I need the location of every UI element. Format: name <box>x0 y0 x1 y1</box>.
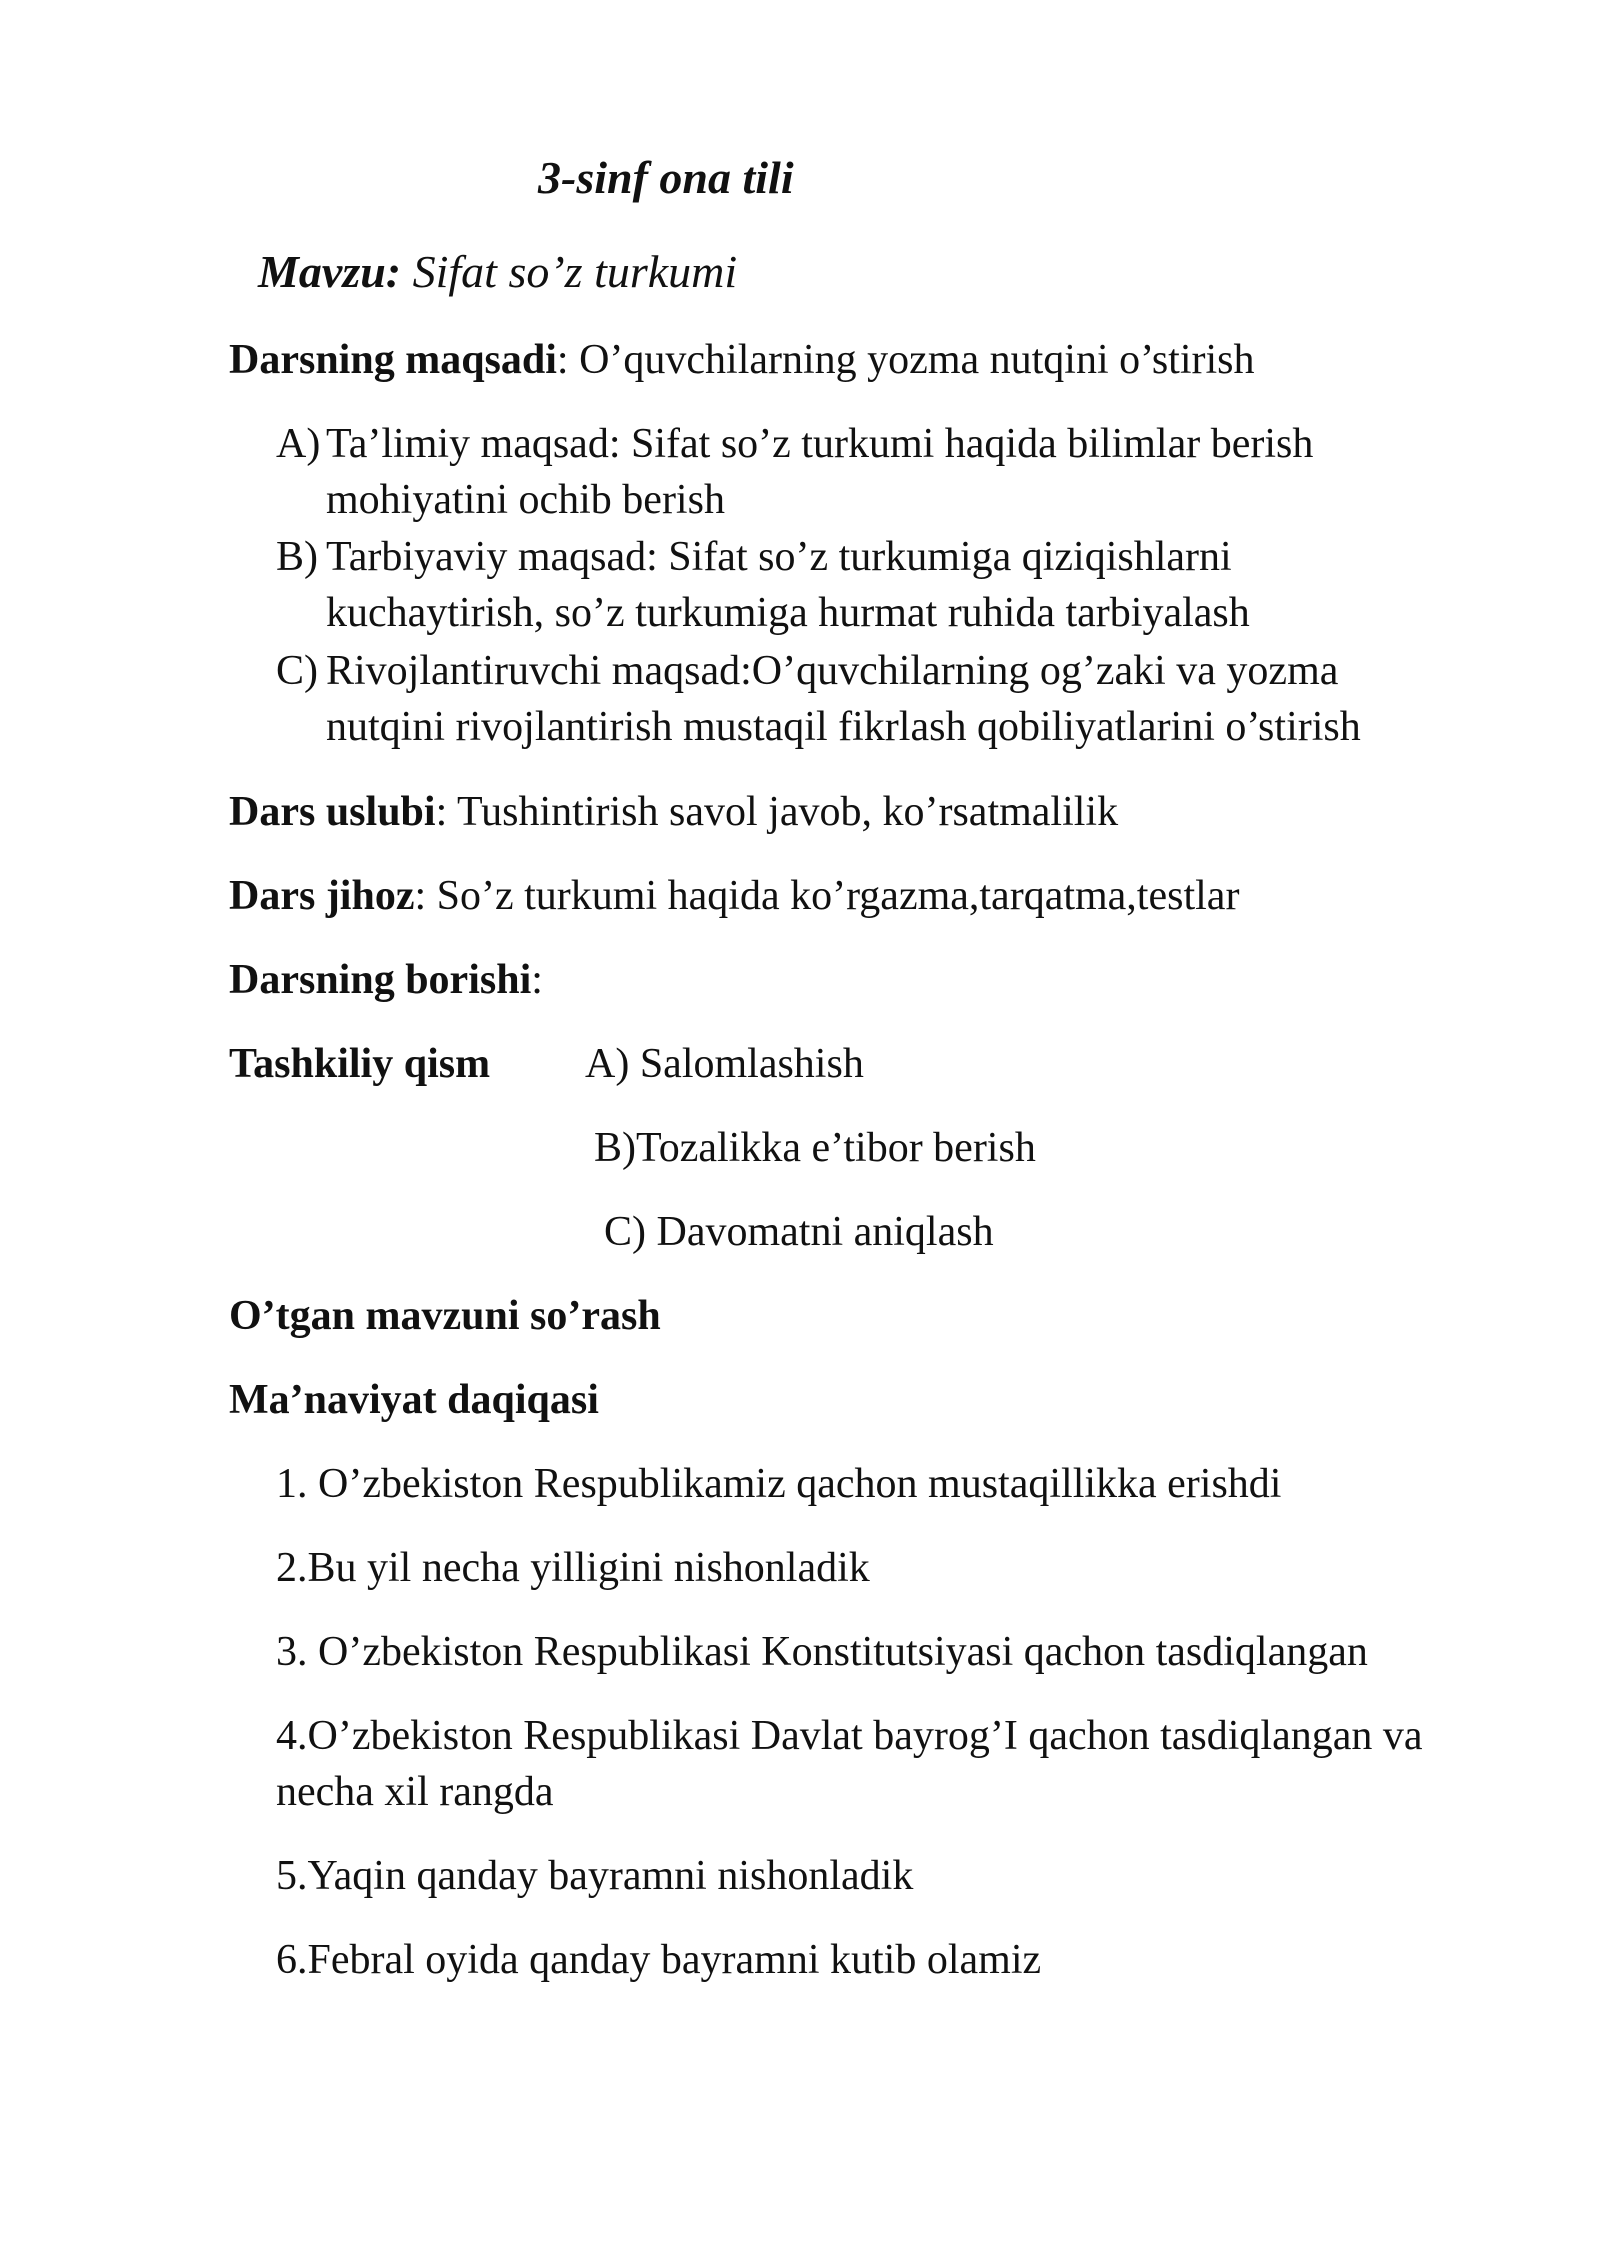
question-item: 3. O’zbekiston Respublikasi Konstitutsiyasi qachon tasdiqlangan <box>276 1629 1368 1675</box>
progress-label: Darsning borishi <box>229 957 532 1003</box>
progress-line <box>229 952 543 1008</box>
question-item: 4.O’zbekiston Respublikasi Davlat bayrog’I qachon tasdiqlangan va necha xil rangda <box>276 1713 1423 1815</box>
aim-label: Darsning maqsadi <box>229 337 557 383</box>
organization-item: C) Davomatni aniqlash <box>604 1209 994 1255</box>
progress-value: : <box>531 957 543 1003</box>
goal-marker: A) <box>276 421 321 467</box>
goal-item-a <box>276 416 1456 528</box>
goal-text: Ta’limiy maqsad: Sifat so’z turkumi haqida bilimlar berish mohiyatini ochib berish <box>326 421 1314 523</box>
question-item: 2.Bu yil necha yilligini nishonladik <box>276 1545 870 1591</box>
goal-text: Rivojlantiruvchi maqsad:O’quvchilarning og’zaki va yozma nutqini rivojlantirish mustaqil fikrlash qobiliyatlarini o’stirish <box>326 648 1361 750</box>
aim-value: : O’quvchilarning yozma nutqini o’stirish <box>556 337 1255 383</box>
organization-item: B)Tozalikka e’tibor berish <box>594 1125 1036 1171</box>
equipment-line <box>229 868 1239 924</box>
goal-item-b <box>276 529 1456 641</box>
review-heading: O’tgan mavzuni so’rash <box>229 1293 661 1339</box>
topic-line <box>258 244 737 300</box>
topic-value: Sifat so’z turkumi <box>401 246 738 297</box>
goal-text: Tarbiyaviy maqsad: Sifat so’z turkumiga qiziqishlarni kuchaytirish, so’z turkumiga hurmat ruhida tarbiyalash <box>326 534 1250 636</box>
question-item: 5.Yaqin qanday bayramni nishonladik <box>276 1853 914 1899</box>
question-item: 6.Febral oyida qanday bayramni kutib olamiz <box>276 1937 1042 1983</box>
equipment-label: Dars jihoz <box>229 873 415 919</box>
method-value: : Tushintirish savol javob, ko’rsatmalilik <box>435 789 1119 835</box>
goal-marker: B) <box>276 534 318 580</box>
method-label: Dars uslubi <box>229 789 436 835</box>
spiritual-heading: Ma’naviyat daqiqasi <box>229 1377 599 1423</box>
aim-line <box>229 332 1255 388</box>
method-line <box>229 784 1118 840</box>
document-title: 3-sinf ona tili <box>538 152 794 203</box>
topic-label: Mavzu: <box>258 246 402 297</box>
goal-item-c <box>276 643 1456 755</box>
organization-item: A) Salomlashish <box>585 1041 864 1087</box>
equipment-value: : So’z turkumi haqida ko’rgazma,tarqatma,testlar <box>414 873 1240 919</box>
organization-label: Tashkiliy qism <box>229 1041 491 1087</box>
goal-marker: C) <box>276 648 318 694</box>
question-item: 1. O’zbekiston Respublikamiz qachon mustaqillikka erishdi <box>276 1461 1282 1507</box>
